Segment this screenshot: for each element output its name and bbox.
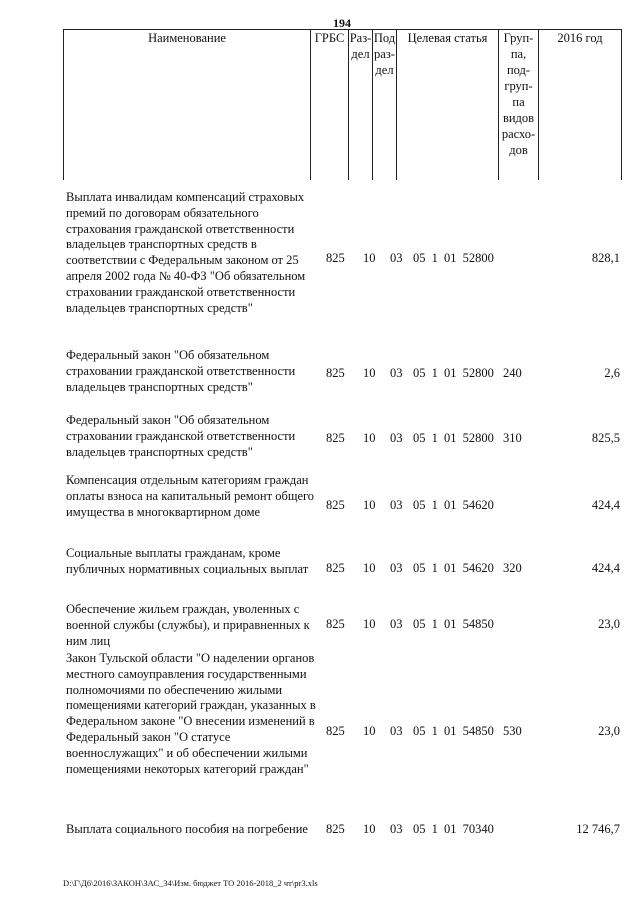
row-name: Социальные выплаты гражданам, кроме публичных нормативных социальных выплат — [66, 546, 309, 576]
file-path-footer: D:\Г\Д6\2016\ЗАКОН\ЗАС_34\Изм. бюджет ТО 2016-2018_2 чт\pr3.xls — [63, 878, 318, 888]
row-razdel: 10 — [363, 251, 376, 265]
row-target: 05 1 01 52800 — [413, 431, 494, 445]
row-grbs: 825 — [326, 431, 345, 445]
row-amount: 828,1 — [591, 251, 620, 265]
row-target: 05 1 01 52800 — [413, 251, 494, 265]
row-amount: 825,5 — [591, 431, 620, 445]
row-grbs: 825 — [326, 366, 345, 380]
row-amount: 424,4 — [591, 561, 620, 575]
row-grbs: 825 — [326, 822, 345, 836]
header-group: Груп- па, под- груп- па видов расхо- дов — [498, 30, 538, 180]
row-razdel: 10 — [363, 724, 376, 738]
row-podrazdel: 03 — [390, 431, 403, 445]
row-podrazdel: 03 — [390, 561, 403, 575]
row-amount: 424,4 — [591, 498, 620, 512]
row-podrazdel: 03 — [390, 498, 403, 512]
row-razdel: 10 — [363, 561, 376, 575]
header-podrazdel: Под раз- дел — [372, 30, 396, 180]
table-row — [63, 473, 622, 538]
row-razdel: 10 — [363, 617, 376, 631]
table-row — [63, 413, 622, 463]
row-grbs: 825 — [326, 561, 345, 575]
row-name: Выплата социального пособия на погребение — [66, 822, 308, 836]
row-podrazdel: 03 — [390, 617, 403, 631]
row-grbs: 825 — [326, 251, 345, 265]
row-grbs: 825 — [326, 617, 345, 631]
row-group: 530 — [503, 724, 522, 738]
row-name: Выплата инвалидам компенсаций страховых премий по договорам обязательного страхования гражданской ответственности владельцев транспортных средств в соответствии с Федеральным законом от 25 апреля 2002 года № 40-ФЗ "Об обязательном страховании гражданской ответственности владельцев транспортных средств" — [66, 190, 306, 315]
row-razdel: 10 — [363, 431, 376, 445]
row-podrazdel: 03 — [390, 251, 403, 265]
row-name: Федеральный закон "Об обязательном страховании гражданской ответственности владельцев транспортных средств" — [66, 413, 296, 459]
row-name: Федеральный закон "Об обязательном страховании гражданской ответственности владельцев транспортных средств" — [66, 348, 296, 394]
row-target: 05 1 01 54850 — [413, 724, 494, 738]
table-row — [63, 651, 622, 811]
header-target: Целевая статья — [396, 30, 498, 180]
row-target: 05 1 01 54620 — [413, 498, 494, 512]
table-row — [63, 602, 622, 652]
row-name: Обеспечение жильем граждан, уволенных с военной службы (службы), и приравненных к ним лиц — [66, 602, 310, 648]
row-razdel: 10 — [363, 498, 376, 512]
row-grbs: 825 — [326, 724, 345, 738]
row-razdel: 10 — [363, 366, 376, 380]
row-amount: 23,0 — [598, 724, 620, 738]
row-group: 310 — [503, 431, 522, 445]
table-row — [63, 822, 622, 842]
header-grbs: ГРБС — [310, 30, 348, 180]
row-amount: 2,6 — [604, 366, 620, 380]
page-number: 194 — [333, 16, 351, 30]
row-podrazdel: 03 — [390, 822, 403, 836]
row-group: 240 — [503, 366, 522, 380]
table-header — [63, 29, 622, 180]
row-razdel: 10 — [363, 822, 376, 836]
row-podrazdel: 03 — [390, 724, 403, 738]
header-razdel: Раз- дел — [348, 30, 372, 180]
row-name: Закон Тульской области "О наделении органов местного самоуправления государственными полномочиями по обеспечению жилыми помещениями категорий граждан, указанных в Федеральном законе "О внесении изменений в Федеральный закон "О статусе военнослужащих" и об обеспечении жилыми помещениями некоторых категорий граждан" — [66, 651, 316, 776]
table-row — [63, 190, 622, 330]
row-grbs: 825 — [326, 498, 345, 512]
row-group: 320 — [503, 561, 522, 575]
table-row — [63, 348, 622, 398]
row-amount: 12 746,7 — [576, 822, 620, 836]
table-row — [63, 546, 622, 596]
row-target: 05 1 01 54620 — [413, 561, 494, 575]
header-year: 2016 год — [538, 30, 622, 180]
header-name: Наименование — [63, 30, 310, 180]
row-podrazdel: 03 — [390, 366, 403, 380]
row-target: 05 1 01 54850 — [413, 617, 494, 631]
row-target: 05 1 01 52800 — [413, 366, 494, 380]
row-target: 05 1 01 70340 — [413, 822, 494, 836]
row-name: Компенсация отдельным категориям граждан оплаты взноса на капитальный ремонт общего имущества в многоквартирном доме — [66, 473, 315, 519]
row-amount: 23,0 — [598, 617, 620, 631]
